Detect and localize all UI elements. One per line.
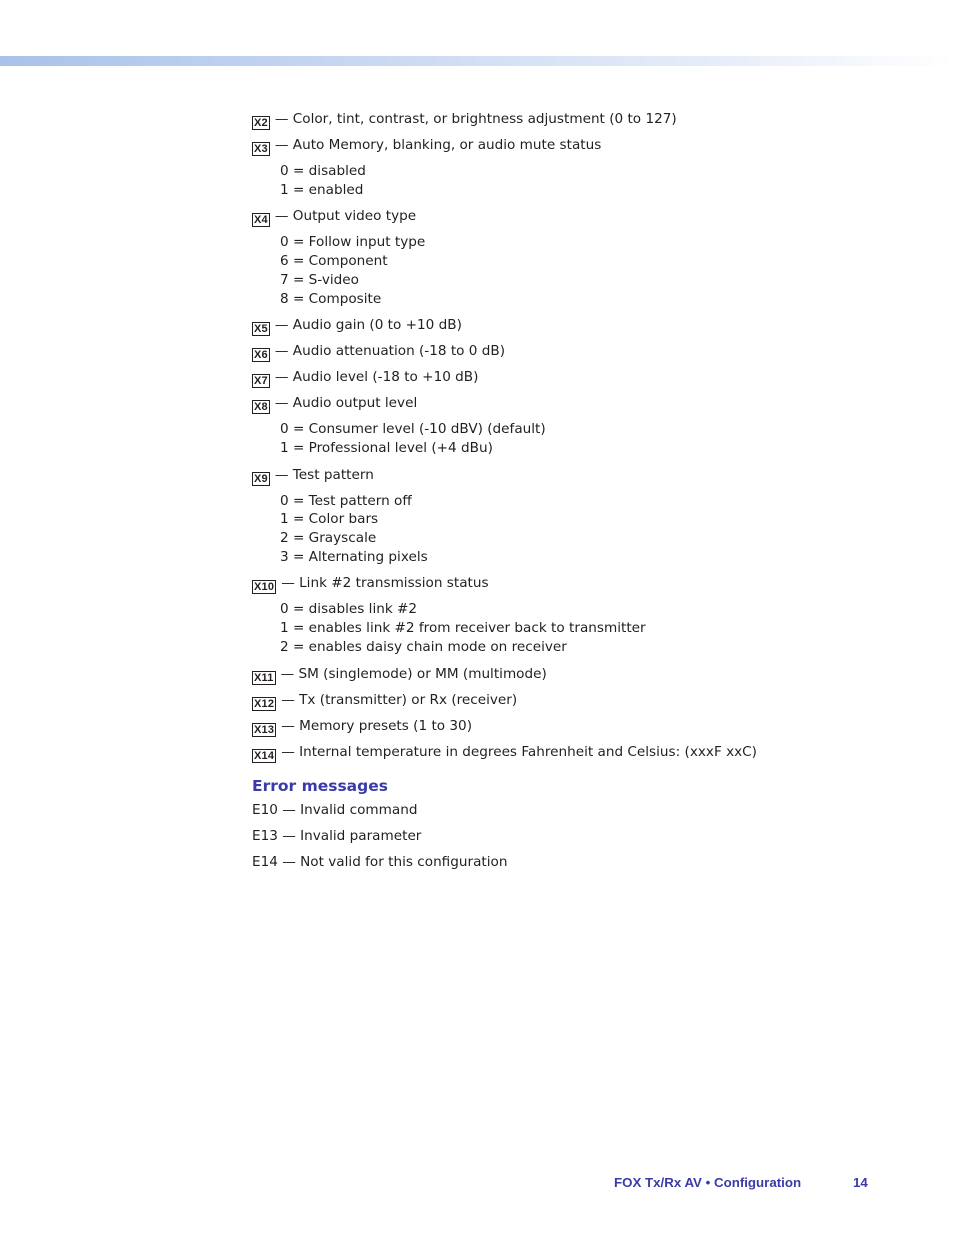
- variable-tag: X9: [254, 472, 268, 485]
- error-message-item: E10 — Invalid command: [252, 801, 418, 818]
- value-option: 0 = disabled: [280, 163, 366, 179]
- value-option: 0 = Test pattern off: [280, 492, 412, 509]
- variable-tag: X6: [254, 349, 268, 362]
- variable-entry: [252, 207, 932, 225]
- variable-description: — Audio level (-18 to +10 dB): [274, 369, 479, 386]
- variable-tag: X13: [254, 723, 275, 736]
- value-option: 8 = Composite: [280, 290, 382, 307]
- variable-tag: X2: [254, 117, 268, 129]
- error-messages-heading: Error messages: [252, 776, 388, 795]
- variable-tag: X4: [254, 214, 268, 227]
- page-content: [252, 110, 932, 871]
- variable-tag: X11: [254, 671, 274, 684]
- value-options-list: [280, 600, 932, 656]
- variable-entry: [252, 717, 932, 735]
- value-options-list: [280, 492, 932, 567]
- variable-description: — Tx (transmitter) or Rx (receiver): [281, 691, 518, 708]
- variable-description: — Test pattern: [274, 466, 374, 483]
- value-options-list: [280, 162, 932, 199]
- value-option: 2 = enables daisy chain mode on receiver: [280, 638, 567, 655]
- variable-tag: X8: [254, 401, 268, 414]
- variable-description: — Audio output level: [274, 395, 418, 412]
- variable-description: — Internal temperature in degrees Fahrenheit and Celsius: (xxxF xxC): [281, 743, 757, 760]
- variable-entry: [252, 743, 932, 761]
- variable-tag: X5: [254, 323, 268, 336]
- value-option: 0 = Follow input type: [280, 234, 426, 251]
- page-number: 14: [853, 1175, 868, 1190]
- variable-entry: [252, 316, 932, 334]
- header-gradient-bar: [0, 56, 954, 66]
- value-option: 0 = disables link #2: [280, 601, 418, 618]
- variable-entry: [252, 665, 932, 683]
- value-option: 1 = Color bars: [280, 511, 379, 528]
- variable-tag: X14: [254, 749, 275, 762]
- variable-list: [252, 110, 932, 761]
- value-options-list: [280, 420, 932, 457]
- value-option: 3 = Alternating pixels: [280, 548, 428, 565]
- variable-entry: [252, 691, 932, 709]
- variable-entry: [252, 466, 932, 484]
- footer-title: FOX Tx/Rx AV • Configuration: [614, 1175, 802, 1190]
- variable-tag: X12: [254, 697, 275, 710]
- variable-description: — Link #2 transmission status: [281, 575, 489, 592]
- error-message-item: E14 — Not valid for this configuration: [252, 853, 508, 870]
- value-option: 0 = Consumer level (-10 dBV) (default): [280, 421, 546, 438]
- value-option: 2 = Grayscale: [280, 530, 377, 547]
- value-option: 1 = enabled: [280, 181, 364, 198]
- variable-tag: X7: [254, 375, 268, 388]
- variable-description: — Audio gain (0 to +10 dB): [274, 317, 462, 334]
- value-option: 1 = enables link #2 from receiver back to transmitter: [280, 620, 646, 637]
- error-messages-list: [252, 801, 932, 871]
- variable-description: — SM (singlemode) or MM (multimode): [280, 665, 547, 682]
- value-option: 6 = Component: [280, 253, 388, 270]
- variable-description: — Auto Memory, blanking, or audio mute status: [274, 137, 602, 153]
- variable-entry: [252, 394, 932, 412]
- value-options-list: [280, 233, 932, 308]
- variable-entry: [252, 136, 932, 154]
- error-message-item: E13 — Invalid parameter: [252, 827, 422, 844]
- variable-entry: [252, 368, 932, 386]
- value-option: 7 = S-video: [280, 271, 359, 288]
- variable-entry: [252, 110, 932, 128]
- variable-tag: X10: [254, 581, 275, 594]
- variable-description: — Audio attenuation (-18 to 0 dB): [274, 343, 506, 360]
- variable-description: — Output video type: [274, 208, 417, 225]
- variable-tag: X3: [254, 143, 268, 155]
- value-option: 1 = Professional level (+4 dBu): [280, 439, 493, 456]
- variable-description: — Color, tint, contrast, or brightness adjustment (0 to 127): [274, 111, 677, 127]
- variable-entry: [252, 574, 932, 592]
- variable-description: — Memory presets (1 to 30): [281, 717, 473, 734]
- variable-entry: [252, 342, 932, 360]
